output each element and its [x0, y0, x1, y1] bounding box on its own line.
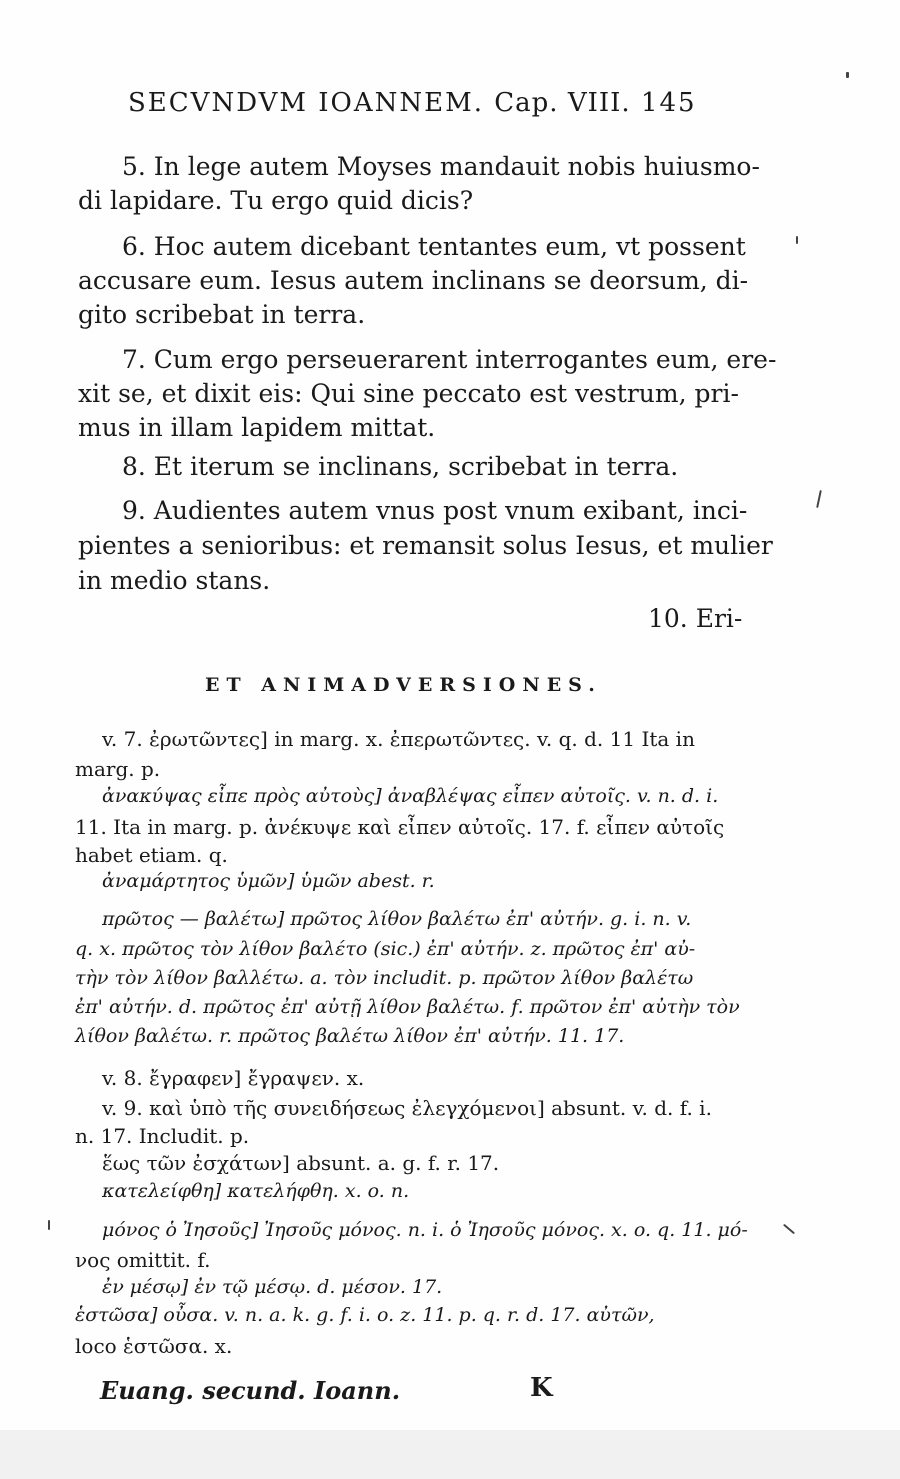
verse-8-line-1: 8. Et iterum se inclinans, scribebat in terra.	[122, 452, 679, 481]
running-title: SECVNDVM IOANNEM.	[128, 88, 484, 118]
note-line-9: τὴν τὸν λίθον βαλλέτω. a. τὸν includit. p. πρῶτον λίθον βαλέτω	[75, 967, 694, 989]
verse-7-line-3: mus in illam lapidem mittat.	[78, 413, 436, 442]
running-header	[128, 88, 697, 118]
footer-signature: Euang. secund. Ioann.	[100, 1376, 401, 1405]
verse-6-line-1: 6. Hoc autem dicebant tentantes eum, vt possent	[122, 232, 746, 261]
note-line-21: loco ἑστῶσα. x.	[75, 1334, 233, 1358]
note-line-14: n. 17. Includit. p.	[75, 1124, 250, 1148]
verse-9-line-3: in medio stans.	[78, 566, 271, 595]
viewer-bottom-bar	[0, 1430, 900, 1479]
note-line-13: v. 9. καὶ ὑπὸ τῆς συνειδήσεως ἐλεγχόμενοι] absunt. v. d. f. i.	[102, 1096, 712, 1120]
scan-speck	[48, 1220, 50, 1230]
verse-6-line-3: gito scribebat in terra.	[78, 300, 366, 329]
note-line-11: λίθον βαλέτω. r. πρῶτος βαλέτω λίθον ἐπ' αὐτήν. 11. 17.	[75, 1025, 625, 1047]
scan-mark	[783, 1224, 795, 1235]
note-line-3: ἀνακύψας εἶπε πρὸς αὐτοὺς] ἀναβλέψας εἶπεν αὐτοῖς. v. n. d. i.	[102, 785, 719, 807]
verse-7-line-2: xit se, et dixit eis: Qui sine peccato est vestrum, pri-	[78, 379, 739, 408]
note-line-8: q. x. πρῶτος τὸν λίθον βαλέτο (sic.) ἐπ' αὐτήν. z. πρῶτος ἐπ' αὐ-	[75, 938, 696, 960]
notes-heading: ET ANIMADVERSIONES.	[205, 674, 602, 696]
signature-mark: K	[530, 1373, 553, 1403]
scan-mark	[816, 490, 822, 508]
verse-5-line-2: di lapidare. Tu ergo quid dicis?	[78, 186, 474, 215]
verse-5-line-1: 5. In lege autem Moyses mandauit nobis huiusmo-	[122, 152, 760, 181]
note-line-20: ἑστῶσα] οὖσα. v. n. a. k. g. f. i. o. z. 11. p. q. r. d. 17. αὐτῶν,	[75, 1304, 655, 1326]
note-line-12: v. 8. ἔγραφεν] ἔγραψεν. x.	[102, 1066, 365, 1090]
note-line-17: μόνος ὁ Ἰησοῦς] Ἰησοῦς μόνος. n. i. ὁ Ἰησοῦς μόνος. x. o. q. 11. μό-	[102, 1219, 748, 1241]
note-line-16: κατελείφθη] κατελήφθη. x. o. n.	[102, 1180, 410, 1202]
note-line-5: habet etiam. q.	[75, 843, 228, 867]
note-line-15: ἕως τῶν ἐσχάτων] absunt. a. g. f. r. 17.	[102, 1151, 500, 1175]
note-line-10: ἐπ' αὐτήν. d. πρῶτος ἐπ' αὐτῇ λίθον βαλέτω. f. πρῶτον ἐπ' αὐτὴν τὸν	[75, 996, 740, 1018]
note-line-6: ἀναμάρτητος ὑμῶν] ὑμῶν abest. r.	[102, 870, 435, 892]
note-line-19: ἐν μέσῳ] ἐν τῷ μέσῳ. d. μέσον. 17.	[102, 1276, 443, 1298]
note-line-7: πρῶτος — βαλέτω] πρῶτος λίθον βαλέτω ἐπ' αὐτήν. g. i. n. v.	[102, 908, 692, 930]
verse-6-line-2: accusare eum. Iesus autem inclinans se deorsum, di-	[78, 266, 749, 295]
catchword: 10. Eri-	[648, 604, 743, 633]
verse-9-line-2: pientes a senioribus: et remansit solus Iesus, et mulier	[78, 531, 773, 560]
scan-speck	[796, 236, 798, 244]
verse-7-line-1: 7. Cum ergo perseuerarent interrogantes eum, ere-	[122, 345, 777, 374]
page-number: 145	[640, 88, 697, 118]
note-line-4: 11. Ita in marg. p. ἀνέκυψε καὶ εἶπεν αὐτοῖς. 17. f. εἶπεν αὐτοῖς	[75, 815, 725, 839]
verse-9-line-1: 9. Audientes autem vnus post vnum exibant, inci-	[122, 496, 748, 525]
chapter-label: Cap. VIII.	[494, 88, 631, 118]
note-line-1: v. 7. ἐρωτῶντες] in marg. x. ἐπερωτῶντες. v. q. d. 11 Ita in	[102, 727, 695, 751]
note-line-18: νος omittit. f.	[75, 1248, 211, 1272]
scan-speck	[846, 72, 849, 78]
note-line-2: marg. p.	[75, 757, 161, 781]
